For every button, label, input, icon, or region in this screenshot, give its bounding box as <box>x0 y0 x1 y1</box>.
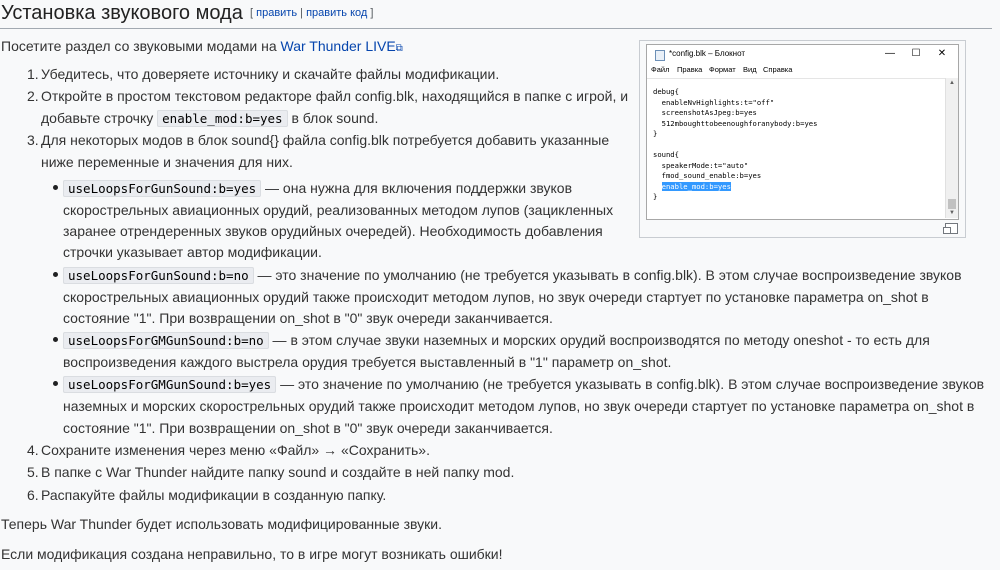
section-title: Установка звукового мода <box>1 2 243 24</box>
config-line: fmod_sound_enable:b=yes <box>653 171 762 180</box>
menu-view: Вид <box>743 65 757 74</box>
code-loops-gun-no: useLoopsForGunSound:b=no <box>63 267 254 284</box>
config-line: sound{ <box>653 150 679 159</box>
section-heading-row <box>0 0 992 29</box>
notepad-text-area <box>647 78 945 219</box>
step-number: 4. <box>27 442 39 458</box>
step-text: Откройте в простом текстовом редакторе файл config.blk, находящийся в папке с игрой, и <box>41 88 629 104</box>
config-line: } <box>653 129 658 138</box>
maximize-icon: ☐ <box>911 48 921 59</box>
bullet-3 <box>63 330 930 351</box>
step-number: 3. <box>27 132 39 148</box>
edit-bracket-open: [ <box>250 7 254 19</box>
code-loops-gun-yes: useLoopsForGunSound:b=yes <box>63 180 261 197</box>
bullet-dot <box>53 272 58 277</box>
step-text: Для некоторых модов в блок sound{} файла config.blk потребуется добавить указанные <box>41 132 610 148</box>
config-line: 512mboughttobeenoughforanybody:b=yes <box>653 118 818 128</box>
step-text: добавьте строчку <box>41 110 158 126</box>
war-thunder-live-link[interactable]: War Thunder LIVE <box>280 38 396 54</box>
bullet-3-line2: воспроизведения каждого выстрела орудия требуется выставленный в "1" параметр on_shot. <box>63 354 672 370</box>
bullet-1-line2: скорострельных авиационных орудий, реализованных методом лупов (зацикленных <box>63 202 614 218</box>
edit-section-links <box>250 7 373 20</box>
bullet-2-line2: скорострельных авиационных орудий также происходит методом лупов, но звук очереди стартует по установке параметра on_shot в <box>63 289 929 305</box>
notepad-title: *config.blk – Блокнот <box>669 49 746 58</box>
code-loops-gm-no: useLoopsForGMGunSound:b=no <box>63 332 269 349</box>
intro-text: Посетите раздел со звуковыми модами на <box>1 38 281 54</box>
edit-code-link[interactable]: править код <box>306 7 368 19</box>
notepad-titlebar <box>647 45 958 63</box>
menu-edit: Правка <box>677 65 703 74</box>
external-link-icon: ⧉ <box>395 43 403 54</box>
bullet-1-line4: строчки указывает автор модификации. <box>63 244 322 260</box>
menu-file: Файл <box>651 65 670 74</box>
menu-help: Справка <box>763 65 793 74</box>
bullet-text: — она нужна для включения поддержки звуков <box>261 180 573 196</box>
bullet-4 <box>63 374 984 395</box>
bullet-2 <box>63 265 962 286</box>
bullet-dot <box>53 381 58 386</box>
step-text: в блок sound. <box>287 110 379 126</box>
step-text: Распакуйте файлы модификации в созданную папку. <box>41 487 387 503</box>
bullet-dot <box>53 337 58 342</box>
outro-paragraph-2: Если модификация создана неправильно, то в игре могут возникать ошибки! <box>1 546 503 562</box>
step-3 <box>27 130 609 150</box>
outro-paragraph-1: Теперь War Thunder будет использовать модифицированные звуки. <box>1 516 442 532</box>
config-line: } <box>653 192 658 201</box>
step-number: 6. <box>27 487 39 503</box>
step-text: Сохраните изменения через меню «Файл» → «Сохранить». <box>41 442 430 458</box>
code-enable-mod: enable_mod:b=yes <box>157 110 287 127</box>
code-loops-gm-yes: useLoopsForGMGunSound:b=yes <box>63 376 276 393</box>
notepad-menubar <box>647 63 958 77</box>
indent <box>653 182 662 191</box>
notepad-icon <box>655 50 665 61</box>
step-number: 1. <box>27 66 39 82</box>
step-text: В папке с War Thunder найдите папку sound и создайте в ней папку mod. <box>41 464 515 480</box>
config-line: debug{ <box>653 87 679 96</box>
menu-format: Формат <box>709 65 736 74</box>
intro-paragraph <box>1 36 403 59</box>
step-text: Убедитесь, что доверяете источнику и скачайте файлы модификации. <box>41 66 500 82</box>
close-icon: ✕ <box>937 48 947 59</box>
bullet-text: — это значение по умолчанию (не требуется указывать в config.blk). В этом случае воспроизведение звуков <box>276 376 985 392</box>
step-2-cont <box>41 108 378 129</box>
scroll-up-icon: ▲ <box>949 80 955 86</box>
bullet-dot <box>53 185 58 190</box>
notepad-scrollbar <box>945 78 958 218</box>
config-line: enableNvHighlights:t="off" <box>653 97 775 107</box>
config-line: speakerMode:t="auto" <box>653 160 749 170</box>
step-number: 5. <box>27 464 39 480</box>
magnify-icon[interactable] <box>945 223 958 234</box>
step-6 <box>27 485 386 505</box>
bullet-4-line3: состояние "1". При возвращении on_shot в "0" звук очереди заканчивается. <box>63 420 553 436</box>
bullet-4-line2: наземных и морских скорострельных орудий также происходит методом лупов, но звук очереди стартует по установке параметра on_shot в <box>63 398 975 414</box>
step-1 <box>27 64 499 84</box>
config-line: screenshotAsJpeg:b=yes <box>653 108 757 117</box>
edit-bracket-close: ] <box>370 7 374 19</box>
config-line-selected <box>653 182 731 193</box>
step-2 <box>27 86 628 106</box>
bullet-1 <box>63 178 572 199</box>
bullet-text: — в этом случае звуки наземных и морских орудий воспроизводятся по методу oneshot - то есть для <box>268 332 930 348</box>
bullet-2-line3: состояние "1". При возвращении on_shot в "0" звук очереди заканчивается. <box>63 310 553 326</box>
selected-text: enable_mod:b=yes <box>661 181 731 191</box>
step-5 <box>27 462 514 482</box>
step-3-cont: ниже переменные и значения для них. <box>41 154 293 170</box>
scroll-down-icon: ▼ <box>949 210 955 216</box>
config-screenshot-thumbnail[interactable] <box>639 40 966 238</box>
step-4 <box>27 440 430 460</box>
bullet-text: — это значение по умолчанию (не требуется указывать в config.blk). В этом случае воспроизведение звуков <box>253 267 962 283</box>
bullet-1-line3: заранее отрендеренных звуков орудийных очередей). Необходимость добавления <box>63 223 603 239</box>
notepad-window <box>646 44 959 220</box>
minimize-icon: — <box>885 48 895 59</box>
edit-separator: | <box>300 7 303 19</box>
step-number: 2. <box>27 88 39 104</box>
edit-link[interactable]: править <box>256 7 298 19</box>
